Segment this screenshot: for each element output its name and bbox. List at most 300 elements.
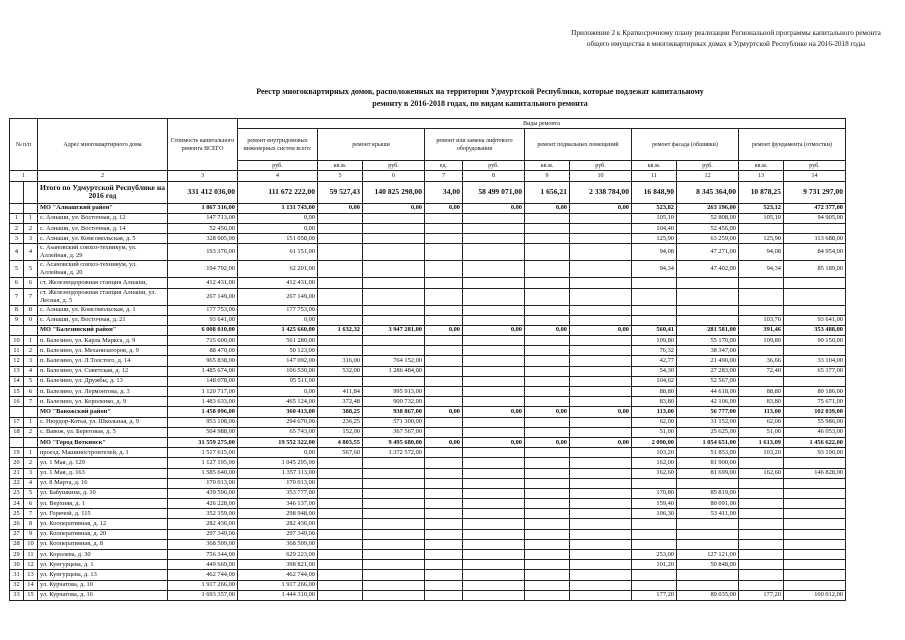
value-cell: 1 286 484,00 xyxy=(363,366,425,376)
row-number-cell: 7 xyxy=(24,397,38,407)
value-cell: 571 300,00 xyxy=(363,417,425,427)
value-cell xyxy=(463,366,525,376)
value-cell xyxy=(632,519,677,529)
value-cell xyxy=(739,539,784,549)
value-cell: 965 838,00 xyxy=(168,356,238,366)
value-cell: 194 792,00 xyxy=(168,261,238,278)
value-cell: 51,00 xyxy=(632,427,677,437)
value-cell xyxy=(570,427,632,437)
value-cell xyxy=(784,458,846,468)
row-number-cell: 8 xyxy=(24,519,38,529)
value-cell xyxy=(570,458,632,468)
table-header xyxy=(10,119,846,182)
value-cell: 42 106,00 xyxy=(677,397,739,407)
value-cell: 140 825 298,00 xyxy=(363,181,425,203)
value-cell: 80 091,00 xyxy=(677,499,739,509)
value-cell: 101,20 xyxy=(632,560,677,570)
value-cell xyxy=(525,458,570,468)
unit-rub: руб. xyxy=(238,161,318,171)
row-number-cell: 2 xyxy=(24,427,38,437)
value-cell xyxy=(318,570,363,580)
value-cell xyxy=(677,305,739,315)
value-cell xyxy=(570,509,632,519)
value-cell: 8 345 364,00 xyxy=(677,181,739,203)
value-cell: 94,08 xyxy=(632,244,677,261)
table-row xyxy=(10,570,846,580)
value-cell xyxy=(677,580,739,590)
row-number-cell: 14 xyxy=(10,376,24,386)
address-cell: с. Вавож, ул. Береговая, д. 5 xyxy=(38,427,168,437)
row-number-cell: 5 xyxy=(24,488,38,498)
value-cell: 388,25 xyxy=(318,407,363,417)
value-cell: 50 848,00 xyxy=(677,560,739,570)
table-row xyxy=(10,315,846,325)
value-cell xyxy=(739,580,784,590)
value-cell: 6 008 010,00 xyxy=(168,325,238,335)
table-row xyxy=(10,356,846,366)
value-cell xyxy=(570,336,632,346)
row-number-cell: 4 xyxy=(24,478,38,488)
table-row xyxy=(10,223,846,233)
value-cell xyxy=(525,590,570,600)
value-cell xyxy=(739,223,784,233)
value-cell xyxy=(425,376,463,386)
value-cell xyxy=(570,550,632,560)
value-cell: 412 431,00 xyxy=(238,278,318,288)
value-cell xyxy=(525,213,570,223)
value-cell xyxy=(525,478,570,488)
value-cell: 0,00 xyxy=(238,448,318,458)
value-cell xyxy=(570,590,632,600)
value-cell: 170 013,00 xyxy=(238,478,318,488)
address-cell: ул. 1 Мая, д. 129 xyxy=(38,458,168,468)
col-number: 8 xyxy=(463,171,525,181)
row-number-cell: 3 xyxy=(24,468,38,478)
table-row xyxy=(10,468,846,478)
address-cell: ст. Железнодорожная станция Алнаши, ул. Лесная, д. 5 xyxy=(38,288,168,305)
value-cell: 50 123,00 xyxy=(238,346,318,356)
value-cell xyxy=(463,499,525,509)
value-cell: 426 228,00 xyxy=(168,499,238,509)
address-cell: с. Алнаши, ул. Восточная, д. 14 xyxy=(38,223,168,233)
value-cell xyxy=(784,488,846,498)
value-cell xyxy=(425,261,463,278)
value-cell: 938 867,00 xyxy=(363,407,425,417)
value-cell: 94,08 xyxy=(739,244,784,261)
value-cell: 54,30 xyxy=(632,366,677,376)
value-cell: 72,40 xyxy=(739,366,784,376)
value-cell: 25 625,00 xyxy=(677,427,739,437)
value-cell: 1 444 310,00 xyxy=(238,590,318,600)
value-cell: 472 377,00 xyxy=(784,203,846,213)
value-cell xyxy=(632,478,677,488)
row-number-cell xyxy=(24,407,38,417)
value-cell xyxy=(463,278,525,288)
value-cell xyxy=(363,223,425,233)
value-cell xyxy=(363,261,425,278)
row-number-cell: 9 xyxy=(24,529,38,539)
unit-pcs: ед. xyxy=(425,161,463,171)
value-cell: 44 618,00 xyxy=(677,387,739,397)
value-cell xyxy=(525,315,570,325)
value-cell: 504 988,00 xyxy=(168,427,238,437)
value-cell xyxy=(463,550,525,560)
row-number-cell: 28 xyxy=(10,539,24,549)
value-cell: 0,00 xyxy=(463,325,525,335)
value-cell: 1 120 717,00 xyxy=(168,387,238,397)
value-cell xyxy=(318,234,363,244)
row-number-cell: 9 xyxy=(10,315,24,325)
value-cell xyxy=(525,427,570,437)
table-row xyxy=(10,590,846,600)
value-cell xyxy=(525,366,570,376)
value-cell xyxy=(363,478,425,488)
value-cell: 353 777,00 xyxy=(238,488,318,498)
col-number: 4 xyxy=(238,171,318,181)
value-cell: 105,10 xyxy=(739,213,784,223)
value-cell: 81 900,00 xyxy=(677,458,739,468)
col-number: 10 xyxy=(570,171,632,181)
value-cell xyxy=(784,278,846,288)
value-cell xyxy=(425,336,463,346)
value-cell xyxy=(677,315,739,325)
value-cell xyxy=(632,315,677,325)
value-cell: 75 671,00 xyxy=(784,397,846,407)
district-row xyxy=(10,437,846,447)
district-row xyxy=(10,203,846,213)
row-number-cell: 13 xyxy=(10,366,24,376)
value-cell: 0,00 xyxy=(425,325,463,335)
value-cell: 104,62 xyxy=(632,376,677,386)
value-cell: 4 803,55 xyxy=(318,437,363,447)
value-cell: 53 411,00 xyxy=(677,509,739,519)
value-cell xyxy=(525,387,570,397)
value-cell: 629 223,00 xyxy=(238,550,318,560)
value-cell: 267 149,00 xyxy=(168,288,238,305)
row-number-cell: 18 xyxy=(10,427,24,437)
address-cell: проезд. Машиностроителей, д. 1 xyxy=(38,448,168,458)
value-cell xyxy=(570,560,632,570)
col-number: 11 xyxy=(632,171,677,181)
value-cell: 27 283,00 xyxy=(677,366,739,376)
value-cell: 0,00 xyxy=(570,407,632,417)
row-number-cell: 6 xyxy=(10,278,24,288)
value-cell xyxy=(425,356,463,366)
address-cell: п. Балезино, ул. Карла Маркса, д. 9 xyxy=(38,336,168,346)
col-number: 12 xyxy=(677,171,739,181)
row-number-cell xyxy=(24,437,38,447)
value-cell: 297 349,00 xyxy=(238,529,318,539)
value-cell xyxy=(463,288,525,305)
value-cell: 953 108,00 xyxy=(168,417,238,427)
row-number-cell: 15 xyxy=(10,387,24,397)
table-row xyxy=(10,539,846,549)
header-basement: ремонт подвальных помещений xyxy=(525,129,632,161)
address-cell: ул. Горячой, д. 115 xyxy=(38,509,168,519)
table-row xyxy=(10,213,846,223)
value-cell xyxy=(570,448,632,458)
value-cell xyxy=(425,346,463,356)
value-cell xyxy=(570,539,632,549)
row-number-cell: 26 xyxy=(10,519,24,529)
value-cell xyxy=(463,315,525,325)
unit-rub: руб. xyxy=(463,161,525,171)
value-cell xyxy=(363,570,425,580)
document-title xyxy=(200,86,760,110)
value-cell xyxy=(525,288,570,305)
row-number-cell: 16 xyxy=(10,397,24,407)
value-cell: 83,80 xyxy=(739,397,784,407)
value-cell: 34,00 xyxy=(425,181,463,203)
value-cell: 19 552 322,00 xyxy=(238,437,318,447)
column-number-row xyxy=(10,171,846,181)
value-cell: 193 376,00 xyxy=(168,244,238,261)
row-number-cell: 3 xyxy=(24,234,38,244)
value-cell xyxy=(363,315,425,325)
value-cell xyxy=(363,580,425,590)
value-cell xyxy=(784,305,846,315)
value-cell xyxy=(463,509,525,519)
value-cell xyxy=(570,234,632,244)
table-row xyxy=(10,499,846,509)
row-number-cell xyxy=(10,437,24,447)
value-cell: 65 377,00 xyxy=(784,366,846,376)
value-cell xyxy=(363,560,425,570)
value-cell: 1 517 615,00 xyxy=(168,448,238,458)
value-cell: 462 744,00 xyxy=(238,570,318,580)
row-number-cell xyxy=(24,203,38,213)
value-cell: 995 913,00 xyxy=(363,387,425,397)
address-cell: МО "Алнашский район" xyxy=(38,203,168,213)
value-cell: 9 495 680,00 xyxy=(363,437,425,447)
value-cell: 94,34 xyxy=(632,261,677,278)
value-cell: 80 186,00 xyxy=(784,387,846,397)
value-cell xyxy=(318,458,363,468)
unit-rub: руб. xyxy=(784,161,846,171)
value-cell: 0,00 xyxy=(425,407,463,417)
value-cell: 567,60 xyxy=(318,448,363,458)
table-row xyxy=(10,580,846,590)
value-cell xyxy=(784,519,846,529)
table-row xyxy=(10,305,846,315)
row-number-cell: 3 xyxy=(10,234,24,244)
value-cell xyxy=(363,539,425,549)
value-cell: 0,00 xyxy=(318,203,363,213)
value-cell xyxy=(363,468,425,478)
value-cell: 1 632,32 xyxy=(318,325,363,335)
value-cell xyxy=(525,336,570,346)
value-cell: 81 699,00 xyxy=(677,468,739,478)
value-cell xyxy=(463,387,525,397)
value-cell: 94,34 xyxy=(739,261,784,278)
value-cell: 282 436,00 xyxy=(238,519,318,529)
value-cell xyxy=(784,478,846,488)
value-cell: 104,40 xyxy=(632,223,677,233)
value-cell xyxy=(739,519,784,529)
value-cell xyxy=(632,539,677,549)
col-number: 3 xyxy=(168,171,238,181)
value-cell xyxy=(425,550,463,560)
value-cell: 62 201,00 xyxy=(238,261,318,278)
value-cell xyxy=(425,278,463,288)
value-cell: 83,80 xyxy=(632,397,677,407)
value-cell xyxy=(363,509,425,519)
value-cell: 159,40 xyxy=(632,499,677,509)
value-cell: 105,10 xyxy=(632,213,677,223)
row-number-cell: 25 xyxy=(10,509,24,519)
value-cell xyxy=(425,288,463,305)
value-cell xyxy=(525,570,570,580)
value-cell xyxy=(318,336,363,346)
table-row xyxy=(10,234,846,244)
value-cell xyxy=(525,499,570,509)
row-number-cell: 2 xyxy=(24,458,38,468)
value-cell xyxy=(570,387,632,397)
value-cell xyxy=(363,458,425,468)
value-cell xyxy=(463,356,525,366)
row-number-cell xyxy=(10,325,24,335)
row-number-cell: 12 xyxy=(10,356,24,366)
value-cell xyxy=(739,458,784,468)
value-cell xyxy=(463,539,525,549)
table-row xyxy=(10,346,846,356)
address-cell: ул. Бабушкина, д. 10 xyxy=(38,488,168,498)
table-row xyxy=(10,519,846,529)
value-cell xyxy=(425,519,463,529)
value-cell xyxy=(570,356,632,366)
value-cell xyxy=(463,376,525,386)
value-cell: 367 567,00 xyxy=(363,427,425,437)
value-cell: 331 412 036,00 xyxy=(168,181,238,203)
value-cell: 94 905,00 xyxy=(784,213,846,223)
value-cell: 1 127 195,00 xyxy=(168,458,238,468)
value-cell xyxy=(525,509,570,519)
district-row xyxy=(10,407,846,417)
row-number-cell: 4 xyxy=(10,244,24,261)
value-cell: 1 867 316,00 xyxy=(168,203,238,213)
value-cell xyxy=(570,288,632,305)
value-cell: 85 819,00 xyxy=(677,488,739,498)
value-cell: 88,80 xyxy=(632,387,677,397)
row-number-cell xyxy=(24,181,38,203)
value-cell xyxy=(570,580,632,590)
value-cell: 715 600,00 xyxy=(168,336,238,346)
unit-sqm: кв.м. xyxy=(632,161,677,171)
value-cell: 63 259,00 xyxy=(677,234,739,244)
table-row xyxy=(10,376,846,386)
value-cell xyxy=(318,213,363,223)
value-cell: 900 732,00 xyxy=(363,397,425,407)
value-cell: 3 947 281,00 xyxy=(363,325,425,335)
value-cell: 88,80 xyxy=(739,387,784,397)
value-cell: 160 012,00 xyxy=(784,590,846,600)
row-number-cell: 8 xyxy=(24,305,38,315)
value-cell xyxy=(363,488,425,498)
value-cell xyxy=(425,213,463,223)
header-cost-total: Стоимость капитального ремонта ВСЕГО xyxy=(168,119,238,171)
value-cell xyxy=(318,550,363,560)
address-cell: с. Нюрдор-Котья, ул. Школьная, д. 9 xyxy=(38,417,168,427)
value-cell xyxy=(463,580,525,590)
row-number-cell: 27 xyxy=(10,529,24,539)
row-number-cell: 5 xyxy=(24,376,38,386)
value-cell xyxy=(363,499,425,509)
value-cell xyxy=(739,488,784,498)
value-cell xyxy=(363,376,425,386)
value-cell xyxy=(525,539,570,549)
value-cell xyxy=(318,278,363,288)
table-row xyxy=(10,478,846,488)
unit-sqm: кв.м. xyxy=(318,161,363,171)
value-cell: 177,20 xyxy=(739,590,784,600)
value-cell: 148 078,00 xyxy=(168,376,238,386)
col-number: 13 xyxy=(739,171,784,181)
value-cell: 1 045 295,00 xyxy=(238,458,318,468)
value-cell xyxy=(739,550,784,560)
value-cell: 113,00 xyxy=(632,407,677,417)
value-cell xyxy=(632,288,677,305)
row-number-cell: 10 xyxy=(24,539,38,549)
value-cell: 162,00 xyxy=(632,458,677,468)
value-cell xyxy=(463,223,525,233)
value-cell xyxy=(318,478,363,488)
value-cell: 103,70 xyxy=(739,315,784,325)
address-cell: с. Алнаши, ул. Восточная, д. 12 xyxy=(38,213,168,223)
value-cell: 0,00 xyxy=(570,203,632,213)
value-cell: 106 530,00 xyxy=(238,366,318,376)
value-cell: 0,00 xyxy=(525,407,570,417)
address-cell: с. Алнаши, ул. Восточная, д. 21 xyxy=(38,315,168,325)
value-cell: 523,12 xyxy=(739,203,784,213)
value-cell: 103,20 xyxy=(632,448,677,458)
value-cell xyxy=(677,539,739,549)
value-cell: 1 585 640,00 xyxy=(168,468,238,478)
value-cell: 236,25 xyxy=(318,417,363,427)
row-number-cell xyxy=(10,203,24,213)
address-cell: с. Алнаши, ул. Комсомольская, д. 5 xyxy=(38,234,168,244)
value-cell: 1 613,09 xyxy=(739,437,784,447)
value-cell xyxy=(425,529,463,539)
title-line-1: Реестр многоквартирных домов, расположенных на территории Удмуртской Республики, которые подлежат капитальному xyxy=(256,87,704,96)
value-cell xyxy=(632,278,677,288)
value-cell: 0,00 xyxy=(525,437,570,447)
value-cell xyxy=(363,234,425,244)
value-cell xyxy=(363,529,425,539)
value-cell xyxy=(318,305,363,315)
value-cell: 93 641,00 xyxy=(784,315,846,325)
value-cell xyxy=(363,519,425,529)
value-cell: 412 431,00 xyxy=(168,278,238,288)
value-cell xyxy=(784,529,846,539)
value-cell: 146 828,00 xyxy=(784,468,846,478)
value-cell xyxy=(784,580,846,590)
value-cell xyxy=(525,244,570,261)
value-cell xyxy=(363,278,425,288)
value-cell xyxy=(677,278,739,288)
value-cell xyxy=(425,478,463,488)
header-works-types: Виды ремонта xyxy=(238,119,846,129)
value-cell xyxy=(363,288,425,305)
value-cell: 52 808,00 xyxy=(677,213,739,223)
value-cell: 162,60 xyxy=(632,468,677,478)
value-cell xyxy=(425,366,463,376)
value-cell xyxy=(784,560,846,570)
value-cell xyxy=(318,468,363,478)
value-cell xyxy=(784,539,846,549)
value-cell xyxy=(463,478,525,488)
value-cell xyxy=(570,417,632,427)
value-cell xyxy=(570,223,632,233)
